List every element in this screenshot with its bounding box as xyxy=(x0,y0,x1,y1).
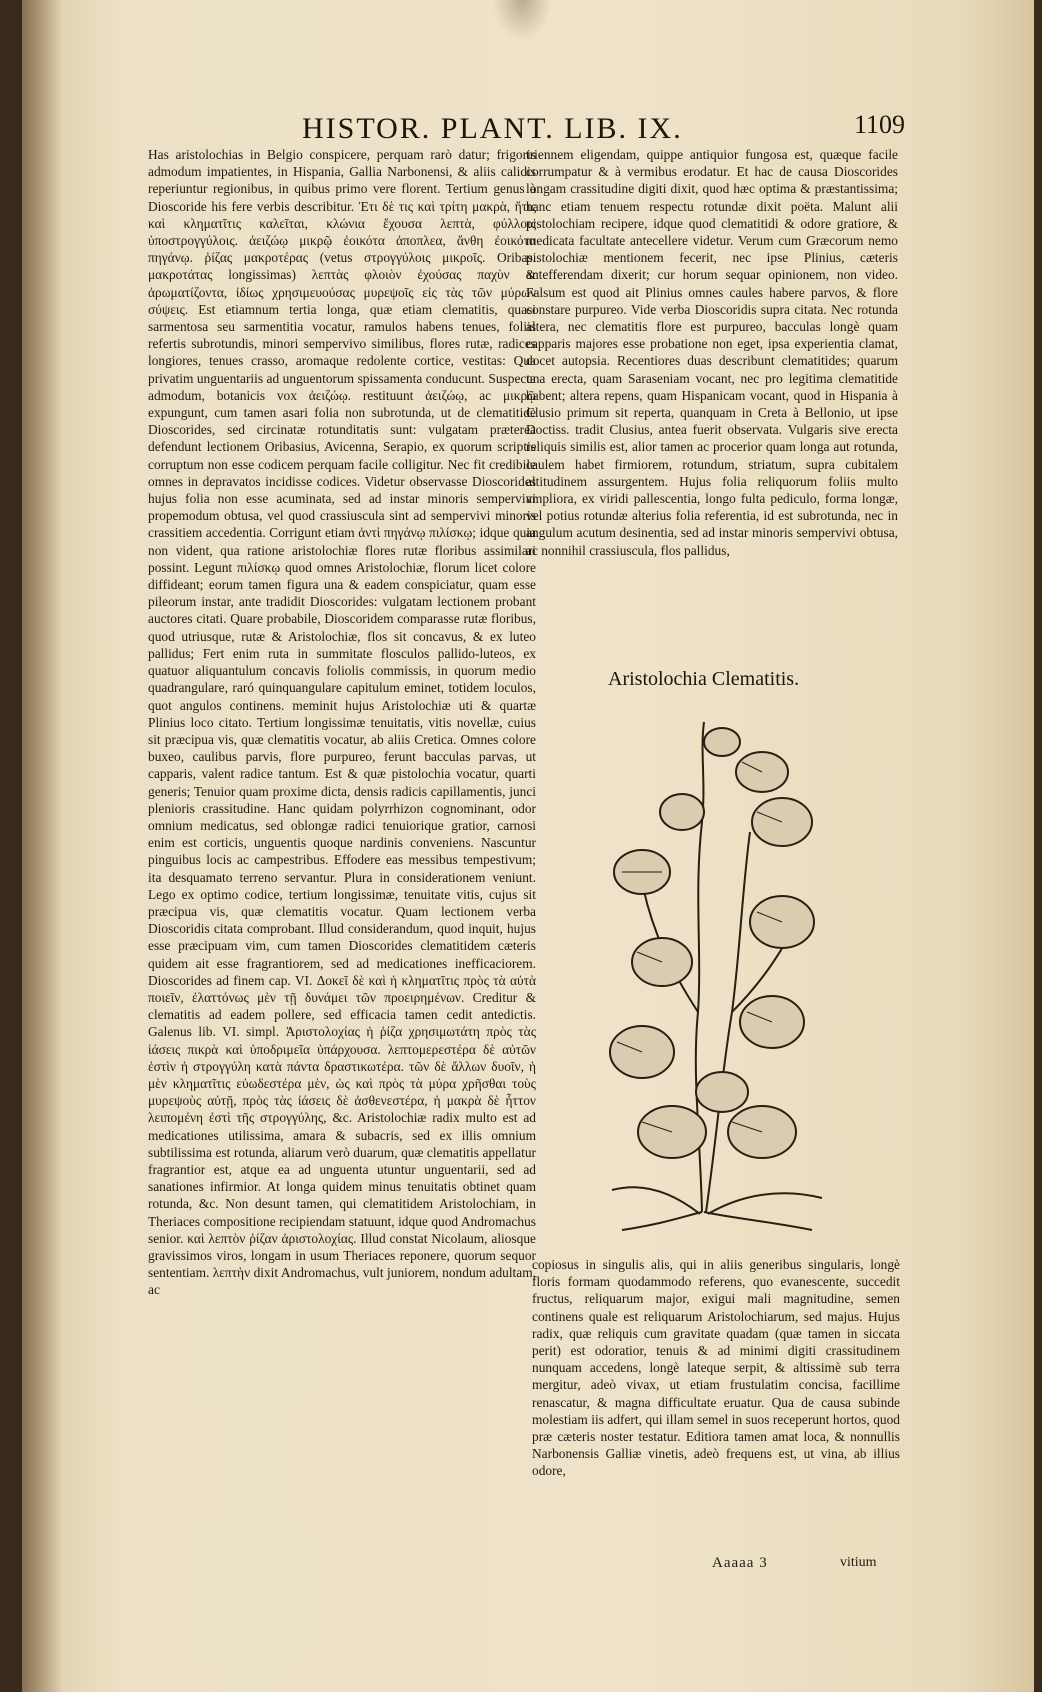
right-text-column-bottom xyxy=(532,1256,900,1552)
figure-caption: Aristolochia Clematitis. xyxy=(608,668,800,690)
book-page xyxy=(22,0,1034,1692)
right-column-bottom-text: copiosus in singulis alis, qui in aliis generibus singularis, longè floris formam quodammodo referens, quo evanescente, succedit fructus, reliquarum major, exigui mali magnitudine, semen continens quale est reliquarum Aristolochiarum, sed majus. Hujus radix, quæ reliquis cum gravitate quadam (quæ tamen in siccata perit) est odoratior, tenuis & ad minimi digiti crassitudinem nunquam accedens, longè lateque serpit, & altissimè sub terra mergitur, adeò vivax, ut etiam frustulatim concisa, facillime renascatur, & magna difficultate eruatur. Qua de causa subinde molestiam iis adfert, qui illam semel in suos receperunt hortos, quod præ cæteris noster testatur. Editiora tamen amat loca, & nonnullis Narbonensis Galliæ vinetis, adeò frequens est, ut vina, ab illius odore, xyxy=(532,1257,900,1479)
aristolochia-woodcut-illustration xyxy=(582,712,842,1232)
page-fold xyxy=(492,0,552,40)
signature-mark: Aaaaa 3 xyxy=(712,1555,768,1571)
catchword: vitium xyxy=(840,1555,877,1570)
page-number: 1109 xyxy=(854,110,906,139)
left-column-text: Has aristolochias in Belgio conspicere, perquam rarò datur; frigoris admodum impatientes, in Hispania, Gallia Narbonensi, & aliis calidis reperiuntur regionibus, in quibus primo vere florent. Tertium genus à Dioscoride his fere verbis describitur. Ἐτι δὲ τις καὶ τρίτη μακρὰ, ἥτις καὶ κληματῖτις καλεῖται, κλώνια ἔχουσα λεπτὰ, φύλλοις ὑποστρογγύλοις. ἀειζώῳ μικρῷ ἐοικότα ἀποπλεα, ἄνθη ἐοικότα πηγάνῳ. ῥίζας μακροτέρας (vetus στρογγύλοις μικροῖς. Oribas. μακροτάτας longissimas) λεπτὰς φλοιὸν ἐχούσας παχὺν & ἀρωματίζοντα, ἰδίως χρησιμευούσας μυρεψοῖς εἰς τὰς τῶν μύρων σύψεις. Est etiamnum tertia longa, quæ etiam clematitis, quasi sarmentosa seu sarmentitia vocatur, ramulos habens tenues, foliis refertis subrotundis, minori sempervivo similibus, flores rutæ, radices longiores, tenues crasso, aromaque redolente cortice, vestitas: Qua privatim unguentariis ad unguentorum spissamenta conducunt. Suspecta admodum, botanicis vox ἀειζώῳ. restituunt ἀειζώῳ, ac μικρῷ expungunt, cum tamen asari folia non subrotunda, ut de clematitide Dioscorides, sed circinatæ rotunditatis sunt: vulgatam præterea defendunt lectionem Oribasius, Avicenna, Serapio, ex quorum scriptis corruptum non esse codicem perquam facile colligitur. Nec fit credibile omnes in depravatos incidisse codices. Videtur observasse Dioscorides hujus folia non esse acuminata, sed ad instar minoris sempervivi propemodum obtusa, vel quod crassiuscula sint ad sempervivi minoris crassitiem accedentia. Corrigunt etiam ἀντὶ πηγάνῳ πιλίσκῳ; idque quia non vident, qua ratione aristolochiæ flores rutæ floribus assimilari possint. Legunt πιλίσκῳ quod omnes Aristolochiæ, florum licet colore diffideant; eorum tamen figura una & eadem conspiciatur, quam esse pileorum instar, ante tradidit Dioscorides: vulgatam lectionem probant auctores citati. Quare probabile, Dioscoridem comparasse rutæ floribus, quod utriusque, rutæ & Aristolochiæ, flos sit concavus, & ex luteo pallidus; Fert enim ruta in summitate flosculos pallido-luteos, ex quatuor aliquantulum concavis foliolis commissis, in quorum medio quadrangulare, raró quinquangulare capitulum eminet, totidem loculos, quot angulos continens. meminit hujus Aristolochiæ uti & quartæ Plinius loco citato. Tertium longissimæ tenuitatis, vitis novellæ, cuius sit præcipua vis, quæ clematitis vocatur, ab aliis Cretica. Omnes colore buxeo, caulibus parvis, flore purpureo, ferunt bacculas parvas, ut capparis, valent radice tantum. Est & quæ pistolochia vocatur, quarti generis; Tenuior quam proxime dicta, densis radicis capillamentis, junci plenioris crassitudine. Hanc quidam polyrrhizon cognominant, odor omnium medicatus, sed oblongæ radici tenuiorique gratior, carnosi enim est corticis, unguentis quoque nardinis conveniens. Nascuntur pinguibus locis ac campestribus. Effodere eas messibus tempestivum; ita desquamato terreno servantur. Plura in considerationem veniunt. Lego ex optimo codice, tertium longissimæ, tenuitate vitis, cujus sit præcipua vis, quæ clematitis vocatur. Quam lectionem verba Dioscoridis citata comprobant. Illud considerandum, quod inquit, hujus esse præcipuam vim, cum tamen Dioscorides clematitidem cæteris quidem ait esse fragrantiorem, sed ad medicationes inefficaciorem. Dioscorides ad finem cap. VI. Δοκεῖ δὲ καὶ ἡ κληματῖτις πρὸς τὰ αὐτὰ ποιεῖν, ἐλαττόνως μὲν τῇ δυνάμει τῶν προειρημένων. Creditur & clematitis ad eadem pollere, sed efficacia tamen cedit antedictis. Galenus lib. VI. simpl. Ἀριστολοχίας ἡ ῥίζα χρησιμωτάτη πρὸς τὰς ἰάσεις πικρὰ καὶ ὑποδριμεῖα ὑπάρχουσα. λεπτομερεστέρα δὲ αὐτῶν ἐστὶν ἡ στρογγύλη κατὰ πάντα δραστικωτέρα. τῶν δὲ ἄλλων δυοῖν, ἡ μὲν κληματῖτις εὐωδεστέρα μὲν, ὡς καὶ πρὸς τὰ μύρα χρῆσθαι τοὺς μυρεψοὺς αὐτῇ, πρὸς τὰς ἰάσεις δὲ ἀσθενεστέρα, ἡ μακρὰ δὲ ἧττον λειπομένη ἐστὶ τῆς στρογγύλης, &c. Aristolochiæ radix multo est ad medicationes utilissima, amara & subacris, sed ex illis omnium subtilissima est rotunda, aliarum verò duarum, quæ clematitis appellatur fragrantior est, atque ea ad unguenta utuntur unguentarii, sed ad sanationes infirmior. At longa quidem minus tenuitatis obtinet quam rotunda, &c. Non desunt tamen, qui clematitidem Aristolochiam, in Theriaces compositione recipiendam statuunt, idque quod Andromachus senior. καὶ λεπτὸν ῥίζαν ἀριστολοχίας. Illud constat Nicolaum, aliosque gravissimos viros, longam in usum Theriaces reponere, quorum sequor sententiam. λεπτὴν dixit Andromachus, vult juniorem, nondum adultam, ac xyxy=(148,147,536,1298)
left-text-column xyxy=(148,146,536,1626)
right-text-column-top xyxy=(526,146,898,646)
running-head: HISTOR. PLANT. LIB. IX. xyxy=(302,112,683,145)
gutter-shadow xyxy=(22,0,62,1692)
right-column-top-text: triennem eligendam, quippe antiquior fungosa est, quæque facile corrumpatur & à vermibus erodatur. Et hac de causa Dioscorides longam crassitudine digiti dixit, quod hæc optima & præstantissima; hanc etiam tenuem respectu rotundæ dixit poëta. Malunt alii pistolochiam recipere, idque quod clematitidi & odore gratiore, & medicata facultate antecellere videtur. Verum cum Græcorum nemo pistolochiæ mentionem fecerit, nec ipse Plinius, cæteris antefferendam dixerit; cur horum sequar opinionem, non video. Falsum est quod ait Plinius omnes caules habere parvos, & flore constare purpureo. Vide verba Dioscoridis supra citata. Nec rotunda altera, nec clematitis flore est purpureo, bacculas longè quam capparis majores esse probatione non eget, ipsa experientia clamat, docet autopsia. Recentiores duas describunt clematitides; quarum una erecta, quam Saraseniam vocant, nec pro legitima clematitide habent; altera repens, quam Hispanicam vocant, quod in Hispania à Clusio primum sit reperta, quanquam in Creta à Bellonio, ut ipse Doctiss. tradit Clusius, antea fuerit observata. Vulgaris sive erecta reliquis similis est, alior tamen ac procerior quam longa aut rotunda, caulem habet firmiorem, rotundum, striatum, supra cubitalem altitudinem assurgentem. Hujus folia reliquorum foliis multo ampliora, ex viridi pallescentia, longo fulta pediculo, forma longæ, vel potius rotundæ alterius folia referentia, id est subrotunda, nec in angulum acutum desinentia, sed ad instar minoris sempervivi obtusa, ac nonnihil crassiuscula, flos pallidus, xyxy=(526,147,898,558)
